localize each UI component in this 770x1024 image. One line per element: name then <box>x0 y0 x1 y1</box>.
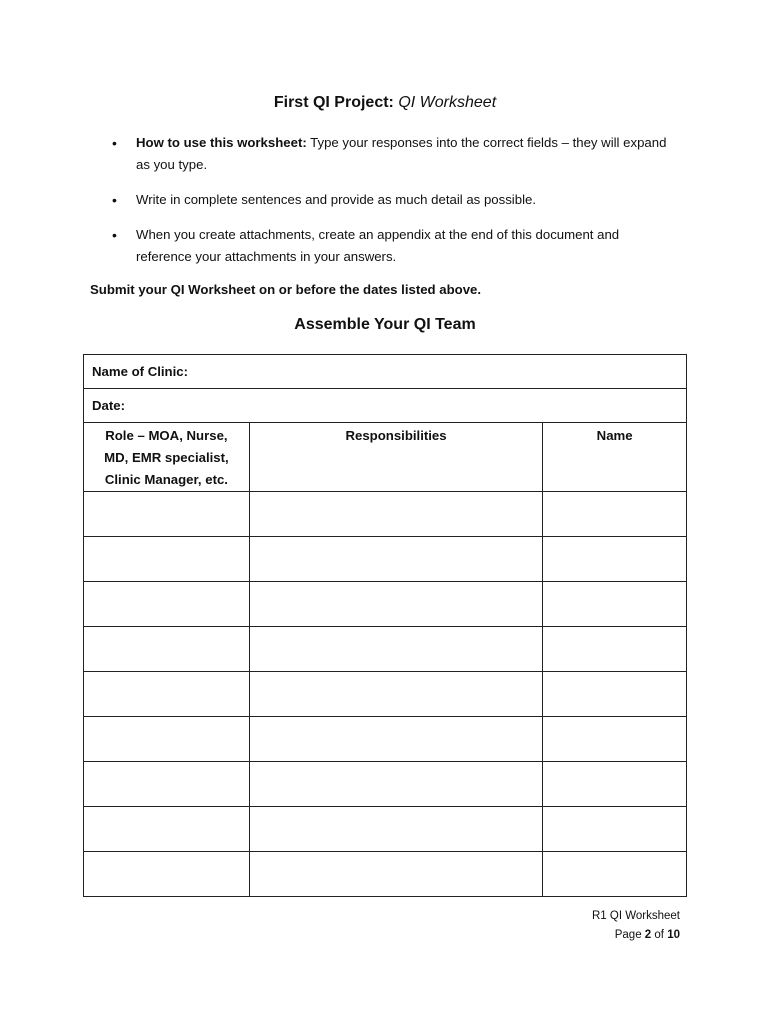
name-cell[interactable] <box>543 717 687 762</box>
footer-doc-name: R1 QI Worksheet <box>592 910 680 922</box>
name-cell[interactable] <box>543 582 687 627</box>
table-row <box>84 852 687 897</box>
submit-note: Submit your QI Worksheet on or before the dates listed above. <box>90 282 482 297</box>
of-word: of <box>654 929 664 941</box>
page-title <box>0 94 770 112</box>
table-row <box>84 537 687 582</box>
responsibilities-cell[interactable] <box>249 672 542 717</box>
bullet-icon: • <box>112 135 117 151</box>
total-pages: 10 <box>667 929 680 941</box>
role-cell[interactable] <box>84 717 250 762</box>
name-header: Name <box>543 423 687 492</box>
role-cell[interactable] <box>84 762 250 807</box>
instruction-item <box>108 224 668 268</box>
instruction-item <box>108 132 668 176</box>
role-cell[interactable] <box>84 537 250 582</box>
date-label: Date: <box>92 398 125 413</box>
responsibilities-cell[interactable] <box>249 582 542 627</box>
title-suffix: QI Worksheet <box>398 94 497 111</box>
table-row <box>84 762 687 807</box>
name-cell[interactable] <box>543 852 687 897</box>
clinic-name-label: Name of Clinic: <box>92 364 188 379</box>
instruction-text: Type your responses into the correct fields – they will expand as you type. <box>136 135 667 172</box>
responsibilities-cell[interactable] <box>249 717 542 762</box>
responsibilities-cell[interactable] <box>249 492 542 537</box>
role-cell[interactable] <box>84 672 250 717</box>
instruction-text: When you create attachments, create an appendix at the end of this document and reference your attachments in your answers. <box>136 227 620 264</box>
role-cell[interactable] <box>84 627 250 672</box>
table-row <box>84 492 687 537</box>
name-cell[interactable] <box>543 672 687 717</box>
responsibilities-cell[interactable] <box>249 537 542 582</box>
instruction-text: Write in complete sentences and provide as much detail as possible. <box>136 192 536 207</box>
bullet-icon: • <box>112 227 117 243</box>
name-cell[interactable] <box>543 762 687 807</box>
section-title: Assemble Your QI Team <box>294 316 476 333</box>
instruction-item <box>108 189 668 211</box>
title-prefix: First QI Project: <box>273 94 394 111</box>
responsibilities-cell[interactable] <box>249 627 542 672</box>
role-header: Role – MOA, Nurse, MD, EMR specialist, Clinic Manager, etc. <box>84 423 250 492</box>
bullet-icon: • <box>112 192 117 208</box>
qi-team-table <box>83 354 687 897</box>
table-row <box>84 672 687 717</box>
responsibilities-cell[interactable] <box>249 762 542 807</box>
name-cell[interactable] <box>543 627 687 672</box>
footer-page-number <box>615 929 680 941</box>
responsibilities-cell[interactable] <box>249 852 542 897</box>
table-row <box>84 582 687 627</box>
table-row <box>84 717 687 762</box>
instruction-lead: How to use this worksheet: <box>136 135 307 150</box>
responsibilities-cell[interactable] <box>249 807 542 852</box>
name-cell[interactable] <box>543 537 687 582</box>
role-cell[interactable] <box>84 582 250 627</box>
name-cell[interactable] <box>543 807 687 852</box>
clinic-name-field[interactable] <box>84 355 687 389</box>
role-cell[interactable] <box>84 807 250 852</box>
current-page: 2 <box>644 929 652 941</box>
role-cell[interactable] <box>84 852 250 897</box>
instructions-list <box>108 132 668 281</box>
date-field[interactable] <box>84 389 687 423</box>
responsibilities-header: Responsibilities <box>249 423 542 492</box>
header-row <box>84 423 687 492</box>
table-row <box>84 807 687 852</box>
page-word: Page <box>614 929 642 941</box>
name-cell[interactable] <box>543 492 687 537</box>
role-cell[interactable] <box>84 492 250 537</box>
table-row <box>84 627 687 672</box>
